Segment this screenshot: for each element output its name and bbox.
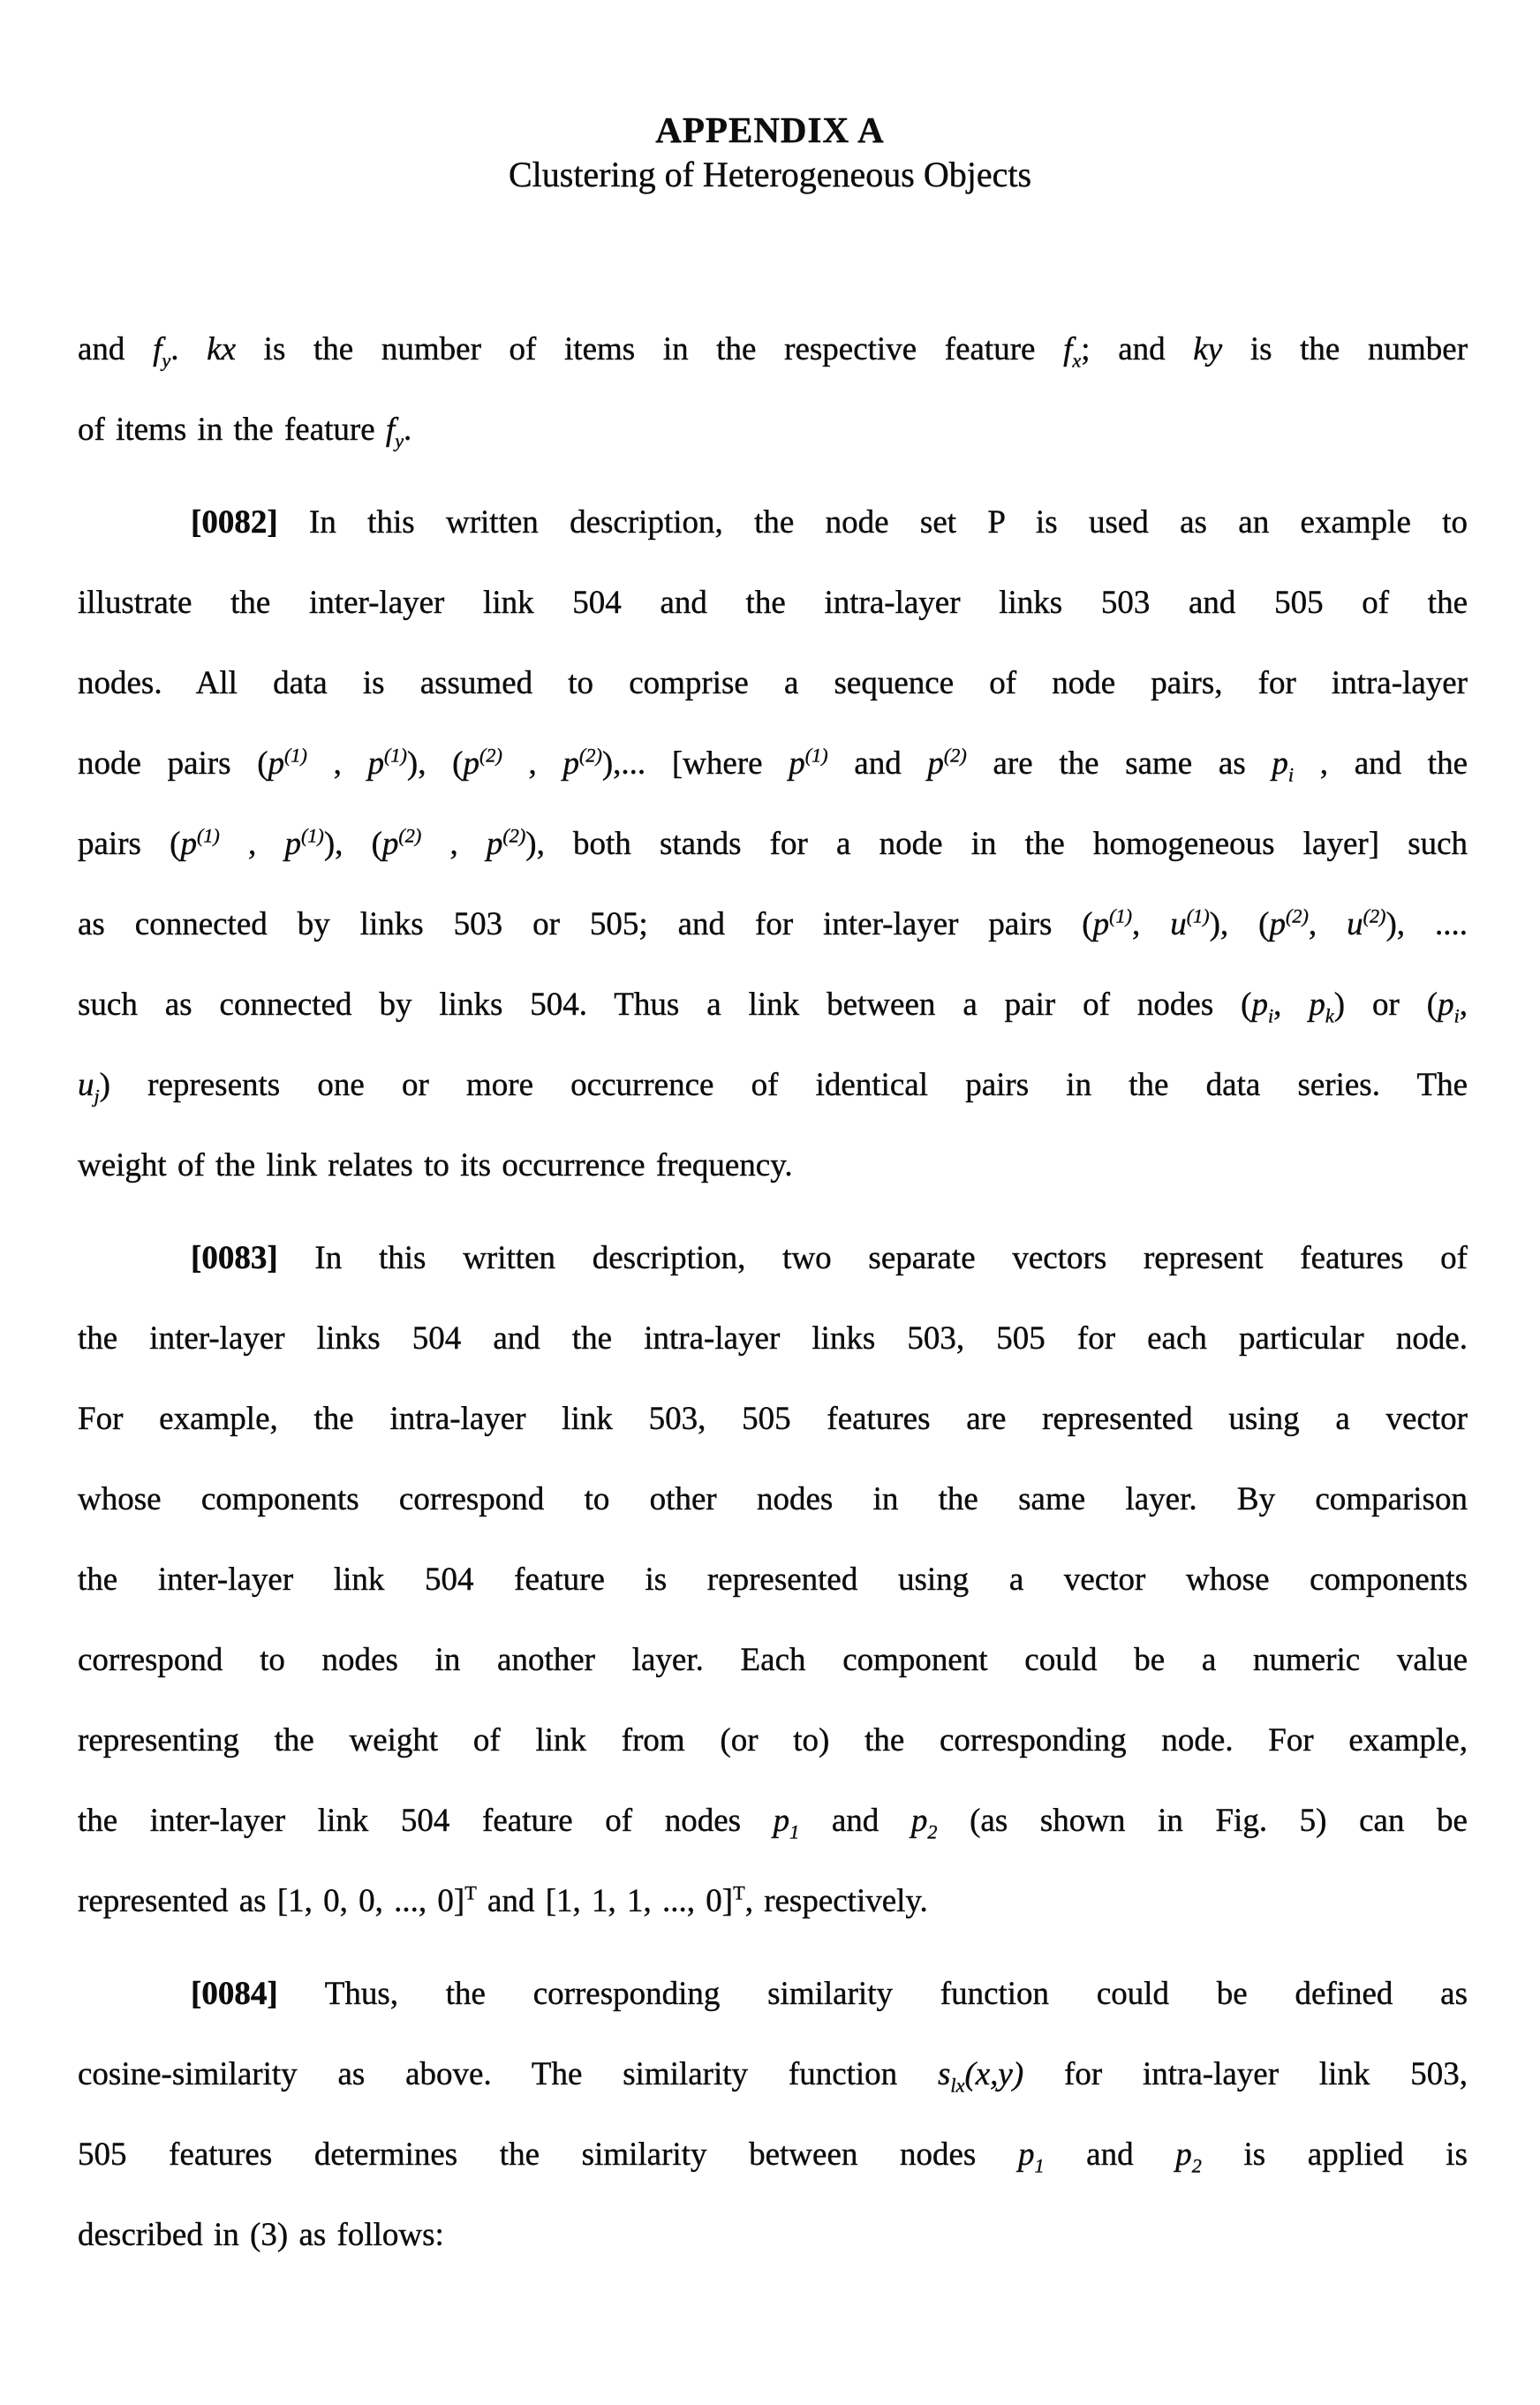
text-segment: 505 features determines the similarity between nodes [78,2137,1018,2173]
text-segment: f [1063,331,1073,367]
text-segment: (1) [300,824,324,847]
text-segment: 2 [1191,2154,1202,2177]
text-segment: ) or ( [1333,987,1438,1023]
text-segment: ky [1193,331,1223,367]
text-segment: , respectively. [744,1883,928,1919]
text-line [78,1218,1468,1298]
text-segment: p [1175,2137,1192,2173]
text-segment: i [1453,1004,1460,1027]
text-line [78,2114,1468,2195]
text-segment: f [153,331,162,367]
text-segment: , [219,826,285,862]
text-segment: y [395,429,404,452]
text-segment: . [404,412,412,448]
text-segment: , [421,826,487,862]
text-segment: [0082] [191,504,278,541]
text-segment: 1 [1034,2154,1045,2177]
text-segment: , and the [1294,745,1468,782]
text-segment: (2) [479,744,502,767]
text-segment: , [1459,987,1468,1023]
text-segment: as connected by links 503 or 505; and for inter-layer pairs ( [78,906,1093,942]
text-segment: (1) [196,824,220,847]
text-segment: ), ( [1209,906,1270,942]
text-segment: In this written description, the node set P is used as an example to [277,504,1468,541]
text-segment: p [463,745,479,782]
document-body [0,309,1540,2275]
text-segment: represented as [1, 0, 0, ..., 0] [78,1883,465,1919]
text-segment: (2) [502,824,526,847]
page-header [155,108,1385,198]
text-segment: p [268,745,285,782]
text-line [78,1954,1468,2034]
text-line [78,389,1468,470]
text-segment: is the number [1222,331,1468,367]
text-segment: and [1044,2137,1176,2173]
text-segment: (as shown in Fig. 5) can be [937,1803,1468,1839]
text-segment: . [170,331,208,367]
text-line [78,643,1468,723]
text-segment: and [799,1803,911,1839]
text-segment: For example, the intra-layer link 503, 505 features are represented using a vector [78,1401,1468,1437]
text-line [78,2195,1468,2275]
text-segment: (1) [384,744,407,767]
text-segment: (x,y) [964,2056,1024,2092]
text-segment: p [1017,2137,1035,2173]
text-segment: representing the weight of link from (or to) the corresponding node. For example, [78,1722,1468,1758]
text-segment: p [789,745,805,782]
text-segment: and [1, 1, 1, ..., 0] [476,1883,734,1919]
text-segment: p [381,826,399,862]
text-segment: the inter-layer link 504 feature is represented using a vector whose components [78,1562,1468,1598]
text-segment: for intra-layer link 503, [1023,2056,1468,2092]
text-segment: T [733,1881,745,1904]
text-segment: u [78,1067,94,1103]
text-segment: ),... [where [601,745,789,782]
text-line [78,1781,1468,1861]
text-segment: [0083] [191,1240,278,1276]
text-segment: of items in the feature [78,412,386,448]
text-segment: (2) [1363,904,1386,927]
text-segment: p [927,745,944,782]
text-segment: p [1251,987,1268,1023]
text-segment: is the number of items in the respective feature [236,331,1064,367]
text-segment: p [1272,745,1288,782]
text-segment: cosine-similarity as above. The similarity function [78,2056,939,2092]
text-line [78,309,1468,389]
text-segment: p [367,745,385,782]
text-segment: , [502,745,563,782]
text-line [78,482,1468,563]
text-segment: lx [950,2074,965,2097]
text-segment: p [284,826,301,862]
appendix-title: APPENDIX A [655,110,885,150]
text-segment: nodes. All data is assumed to comprise a sequence of node pairs, for intra-layer [78,665,1468,701]
text-line [78,1459,1468,1539]
text-line [78,964,1468,1045]
text-segment: (1) [1186,904,1210,927]
text-segment: i [1287,763,1295,786]
text-segment: 2 [927,1820,938,1843]
text-segment: (1) [284,744,307,767]
text-line [78,563,1468,643]
text-segment: , [1132,906,1171,942]
text-segment: y [162,349,171,372]
text-segment: p [562,745,579,782]
text-segment: are the same as [966,745,1272,782]
text-segment: p [1269,906,1286,942]
text-segment: (2) [398,824,422,847]
text-segment: ), .... [1385,906,1468,942]
text-line [78,1379,1468,1459]
text-segment: and [827,745,928,782]
text-line [78,1298,1468,1379]
text-segment: ), ( [406,745,464,782]
text-segment: i [1268,1004,1274,1027]
text-line [78,1620,1468,1700]
text-segment: the inter-layer link 504 feature of nodes [78,1803,774,1839]
appendix-subtitle: Clustering of Heterogeneous Objects [508,155,1032,194]
paragraph [78,1954,1468,2275]
text-line [78,2034,1468,2114]
text-segment: p [1438,987,1454,1023]
text-segment: In this written description, two separate vectors represent features of [277,1240,1468,1276]
paragraph [78,1218,1468,1941]
text-segment: described in (3) as follows: [78,2217,444,2253]
text-segment: T [464,1881,477,1904]
text-line [78,884,1468,964]
text-segment: kx [207,331,237,367]
text-segment: node pairs ( [78,745,268,782]
text-segment: the inter-layer links 504 and the intra-layer links 503, 505 for each particular node. [78,1320,1468,1357]
text-line [78,1861,1468,1941]
text-segment: u [1347,906,1363,942]
text-segment: (1) [804,744,828,767]
text-segment: , [306,745,368,782]
text-line [78,1700,1468,1781]
text-segment: , [1308,906,1348,942]
text-segment: [0084] [191,1976,278,2012]
paragraph [78,482,1468,1206]
text-segment: ) represents one or more occurrence of identical pairs in the data series. The [99,1067,1468,1103]
text-line [78,723,1468,804]
text-segment: such as connected by links 504. Thus a link between a pair of nodes ( [78,987,1252,1023]
text-segment: s [938,2056,951,2092]
text-segment: and [78,331,154,367]
text-segment: is applied is [1201,2137,1468,2173]
text-segment: f [385,412,396,448]
text-line [78,1045,1468,1125]
text-segment: (1) [1109,904,1133,927]
text-line [78,1125,1468,1206]
text-segment: k [1325,1004,1334,1027]
text-segment: ), ( [323,826,382,862]
text-segment: u [1170,906,1187,942]
text-segment: 1 [789,1820,800,1843]
text-segment: p [486,826,503,862]
text-segment: p [1092,906,1110,942]
text-segment: (2) [943,744,967,767]
text-segment: illustrate the inter-layer link 504 and the intra-layer links 503 and 505 of the [78,585,1468,621]
text-segment: correspond to nodes in another layer. Each component could be a numeric value [78,1642,1468,1678]
text-segment: p [910,1803,928,1839]
text-segment: j [94,1085,100,1108]
text-segment: pairs ( [78,826,181,862]
paragraph [78,309,1468,470]
text-segment: , [1273,987,1310,1023]
text-segment: ), both stands for a node in the homogeneous layer] such [525,826,1468,862]
text-segment: p [773,1803,790,1839]
text-segment: Thus, the corresponding similarity function could be defined as [277,1976,1468,2012]
text-segment: (2) [578,744,602,767]
text-segment: ; and [1081,331,1194,367]
text-segment: p [1309,987,1325,1023]
text-segment: (2) [1285,904,1309,927]
text-segment: p [180,826,197,862]
text-line [78,1539,1468,1620]
text-segment: x [1072,349,1082,372]
text-segment: weight of the link relates to its occurrence frequency. [78,1147,793,1184]
text-segment: whose components correspond to other nodes in the same layer. By comparison [78,1481,1468,1517]
text-line [78,804,1468,884]
